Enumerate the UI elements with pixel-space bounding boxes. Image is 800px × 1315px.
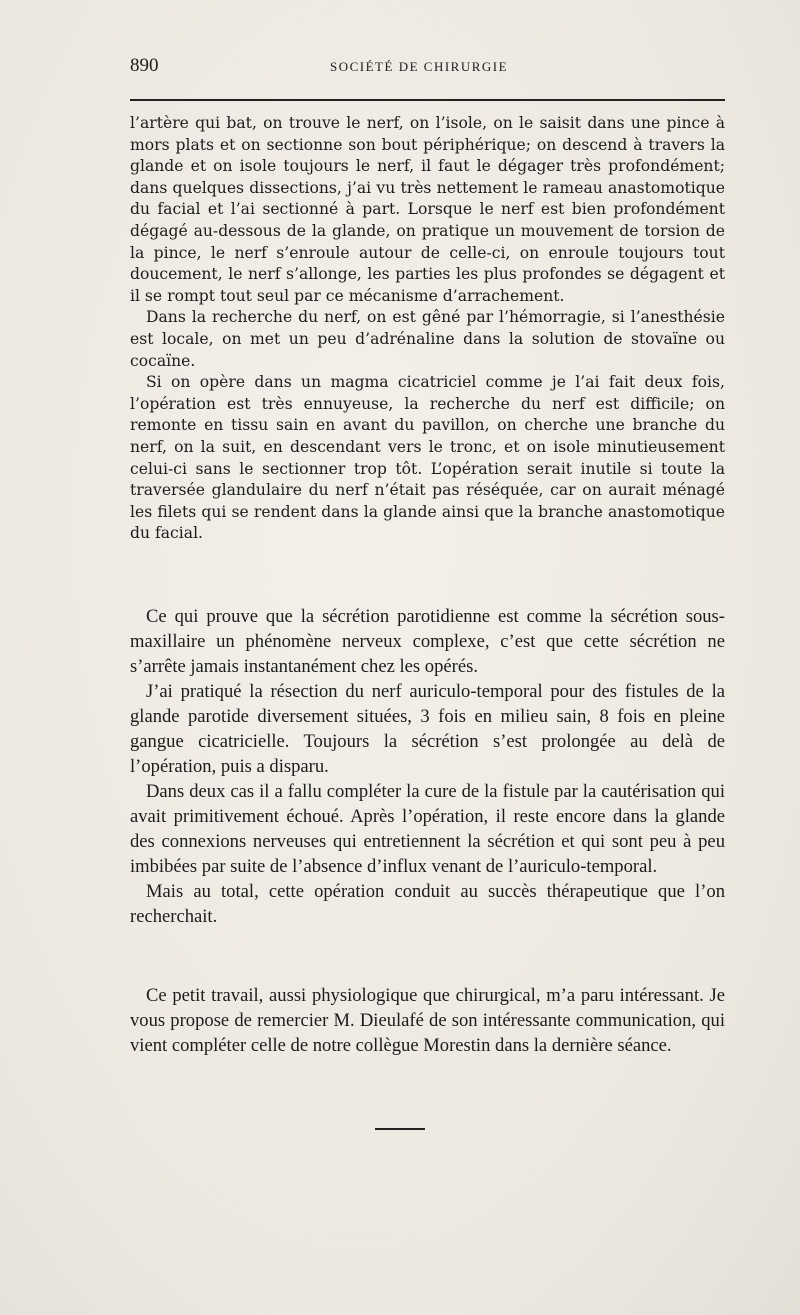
header-rule bbox=[130, 99, 725, 101]
paragraph: Ce qui prouve que la sécrétion parotidienne est comme la sécrétion sous-maxillaire un phénomène nerveux complexe, c’est que cette sécrétion ne s’arrête jamais instantanément chez les opérés. bbox=[130, 606, 725, 677]
page-header bbox=[130, 55, 725, 81]
running-head: SOCIÉTÉ DE CHIRURGIE bbox=[330, 59, 509, 74]
text-block-conclusion bbox=[130, 983, 725, 1058]
paragraph: Dans deux cas il a fallu compléter la cure de la fistule par la cautérisation qui avait primitivement échoué. Après l’opération, il reste encore dans la glande des connexions nerveuses qui entretiennent la sécrétion et qui sont peu à peu imbibées par suite de l’absence d’influx venant de l’auriculo-temporal. bbox=[130, 781, 725, 877]
paragraph: Ce petit travail, aussi physiologique que chirurgical, m’a paru intéressant. Je vous propose de remercier M. Dieulafé de son intéressante communication, qui vient compléter celle de notre collègue Morestin dans la dernière séance. bbox=[130, 985, 725, 1056]
paragraph: J’ai pratiqué la résection du nerf auriculo-temporal pour des fistules de la glande parotide diversement situées, 3 fois en milieu sain, 8 fois en pleine gangue cicatricielle. Toujours la sécrétion s’est prolongée au delà de l’opération, puis a disparu. bbox=[130, 681, 725, 777]
page-number: 890 bbox=[130, 55, 159, 76]
paragraph: Dans la recherche du nerf, on est gêné par l’hémorragie, si l’anesthésie est locale, on met un peu d’adrénaline dans la solution de stovaïne ou cocaïne. bbox=[130, 308, 725, 370]
end-rule bbox=[375, 1128, 425, 1130]
paragraph: Mais au total, cette opération conduit au succès thérapeutique que l’on recherchait. bbox=[130, 881, 725, 927]
paragraph: l’artère qui bat, on trouve le nerf, on l’isole, on le saisit dans une pince à mors plats et on sectionne son bout périphérique; on descend à travers la glande et on isole toujours le nerf, il faut le dégager très profondément; dans quelques dissections, j’ai vu très nettement le rameau anastomotique du facial et l’ai sectionné à part. Lorsque le nerf est bien profondément dégagé au-dessous de la glande, on pratique un mouvement de torsion de la pince, le nerf s’enroule autour de celle-ci, on enroule toujours tout doucement, le nerf s’allonge, les parties les plus profondes se dégagent et il se rompt tout seul par ce mécanisme d’arrachement. bbox=[130, 114, 725, 305]
text-block-secretion bbox=[130, 604, 725, 929]
paragraph: Si on opère dans un magma cicatriciel comme je l’ai fait deux fois, l’opération est très ennuyeuse, la recherche du nerf est difficile; on remonte en tissu sain en avant du pavillon, on cherche une branche du nerf, on la suit, en descendant vers le tronc, et on isole minutieusement celui-ci sans le sectionner trop tôt. L’opération serait inutile si toute la traversée glandulaire du nerf n’était pas réséquée, car on aurait ménagé les filets qui se rendent dans la glande ainsi que la branche anastomotique du facial. bbox=[130, 373, 725, 543]
text-block-operation bbox=[130, 113, 725, 545]
